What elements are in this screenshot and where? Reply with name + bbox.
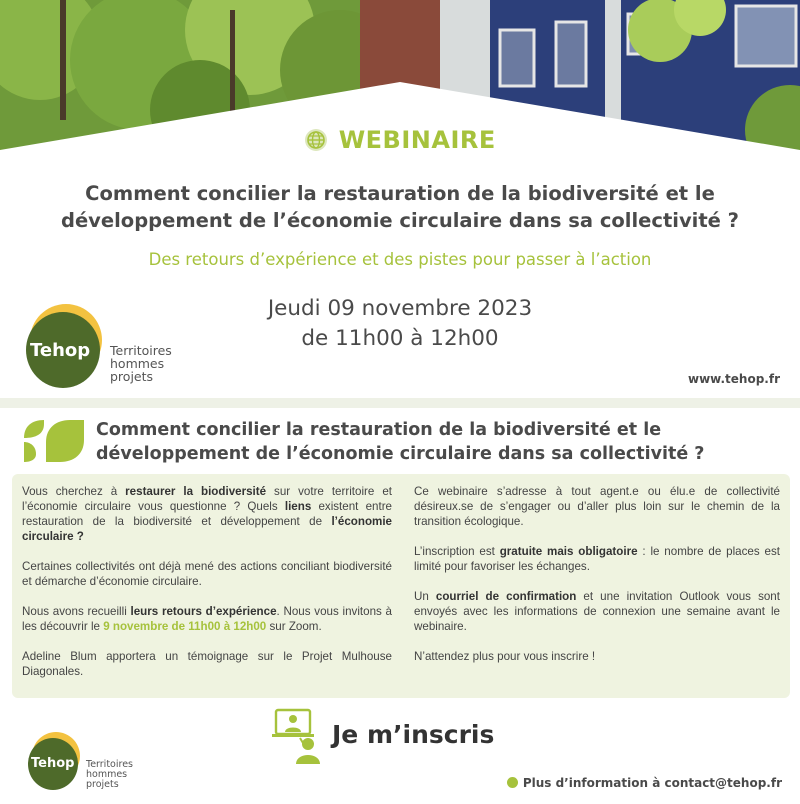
event-time: de 11h00 à 12h00: [301, 326, 499, 351]
paragraph: Nous avons recueilli leurs retours d’expérience. Nous vous invitons à les découvrir le 9 novembre de 11h00 à 12h00 sur Zoom.: [22, 605, 392, 633]
page-title: Comment concilier la restauration de la biodiversité et le développement de l’économie circulaire dans sa collectivité ?: [61, 182, 739, 232]
logo-tagline: Territoires hommes projets: [110, 343, 172, 384]
page-subtitle: Des retours d’expérience et des pistes pour passer à l’action: [148, 250, 652, 269]
webinaire-label: WEBINAIRE: [338, 126, 496, 154]
website-link[interactable]: www.tehop.fr: [688, 372, 780, 386]
info-column-left: [22, 484, 392, 694]
contact-info: [507, 776, 782, 790]
event-date: Jeudi 09 novembre 2023: [267, 296, 533, 321]
paragraph: Ce webinaire s’adresse à tout agent.e ou élu.e de collectivité désireux.se de s’engager ou d’aller plus loin sur le chemin de la transition écologique.: [414, 485, 780, 528]
section-title: Comment concilier la restauration de la biodiversité et le développement de l’économie circulaire dans sa collectivité ?: [96, 420, 705, 464]
online-registration-icon: [270, 708, 326, 764]
leaves-icon: [22, 420, 86, 464]
paragraph: Certaines collectivités ont déjà mené des actions conciliant biodiversité et démarche d’économie circulaire.: [22, 560, 392, 588]
tehop-logo-small: [28, 732, 148, 796]
globe-icon: [304, 128, 328, 152]
info-column-right: [414, 484, 780, 679]
contact-text[interactable]: Plus d’information à contact@tehop.fr: [522, 776, 782, 790]
paragraph: L’inscription est gratuite mais obligatoire : le nombre de places est limité pour favoriser les échanges.: [414, 545, 780, 573]
logo-brand: Tehop: [31, 756, 75, 771]
paragraph: Vous cherchez à restaurer la biodiversité sur votre territoire et l’économie circulaire vous questionne ? Quels liens existent entre restauration de la biodiversité et développement de l’économie circulaire ?: [22, 485, 393, 543]
bullet-dot-icon: [507, 777, 518, 788]
logo-tagline: Territoires hommes projets: [86, 759, 133, 790]
tehop-logo-large: [26, 304, 186, 390]
section-divider: [0, 398, 800, 408]
paragraph: Un courriel de confirmation et une invitation Outlook vous sont envoyés avec les informations de connexion une semaine avant le webinaire.: [414, 590, 780, 633]
logo-brand: Tehop: [30, 340, 91, 361]
register-label: Je m’inscris: [332, 720, 495, 749]
webinaire-badge: [0, 126, 800, 154]
paragraph: Adeline Blum apportera un témoignage sur le Projet Mulhouse Diagonales.: [22, 650, 392, 678]
register-button[interactable]: [270, 708, 530, 764]
paragraph: N’attendez plus pour vous inscrire !: [414, 650, 596, 663]
info-box: [12, 474, 790, 698]
